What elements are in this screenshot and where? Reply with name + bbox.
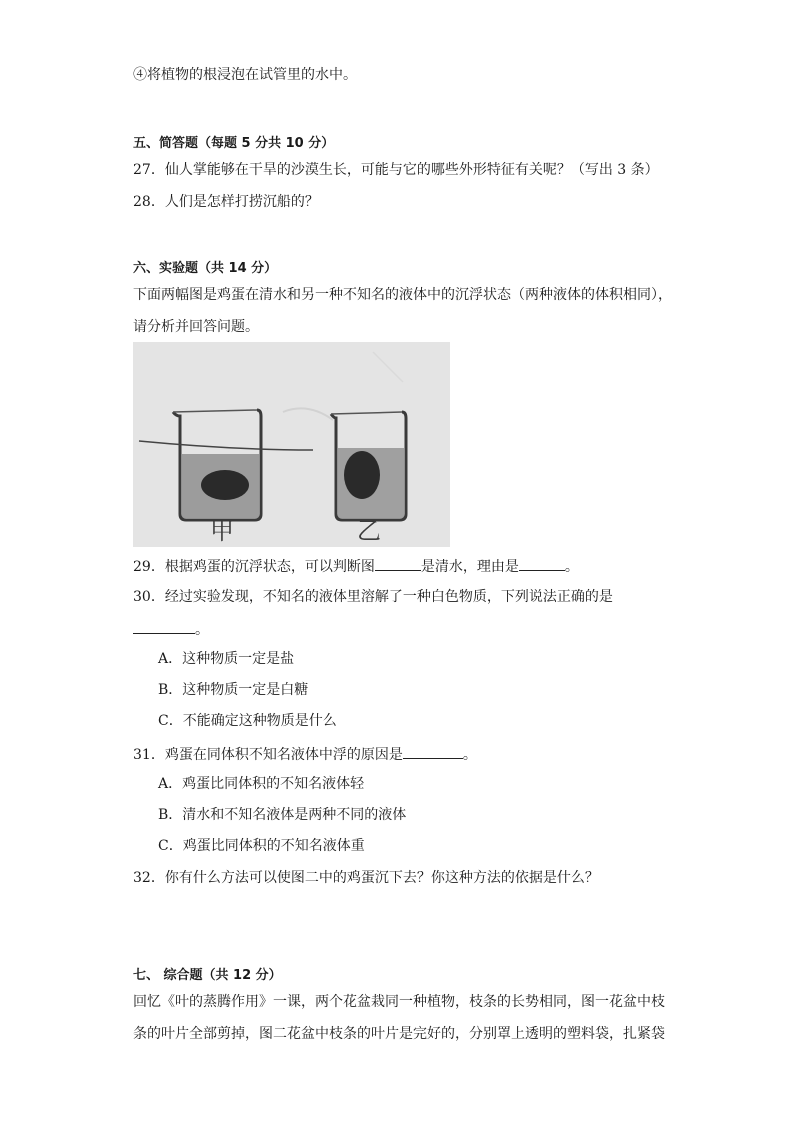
question-30: 30．经过实验发现，不知名的液体里溶解了一种白色物质，下列说法正确的是	[133, 589, 613, 605]
q30-option-c[interactable]: C．不能确定这种物质是什么	[158, 713, 337, 729]
question-29-part1: 29．根据鸡蛋的沉浮状态，可以判断图	[133, 559, 375, 575]
question-31	[133, 744, 477, 764]
question-30-end: 。	[195, 622, 209, 638]
section-6-intro-line2: 请分析并回答问题。	[133, 319, 259, 335]
beakers-photo	[133, 342, 450, 547]
question-31-part2: 。	[462, 747, 477, 763]
item-4-text: ④将植物的根浸泡在试管里的水中。	[133, 67, 357, 83]
q31-option-c[interactable]: C．鸡蛋比同体积的不知名液体重	[158, 838, 365, 854]
question-29-part2: 是清水，理由是	[420, 559, 519, 575]
question-30-answer-line	[133, 619, 209, 639]
section-6-intro-line1: 下面两幅图是鸡蛋在清水和另一种不知名的液体中的沉浮状态（两种液体的体积相同），	[133, 287, 672, 303]
answer-blank[interactable]	[375, 556, 421, 571]
answer-blank[interactable]	[519, 556, 565, 571]
section-5-heading: 五、简答题（每题 5 分共 10 分）	[133, 136, 335, 151]
label-left: 甲	[210, 517, 234, 545]
q31-option-a[interactable]: A．鸡蛋比同体积的不知名液体轻	[158, 776, 365, 792]
label-right: 乙	[357, 517, 381, 545]
answer-blank[interactable]	[403, 744, 463, 759]
question-29	[133, 556, 579, 576]
question-29-part3: 。	[564, 559, 579, 575]
q30-option-b[interactable]: B．这种物质一定是白糖	[158, 682, 309, 698]
question-31-part1: 31．鸡蛋在同体积不知名液体中浮的原因是	[133, 747, 403, 763]
section-7-paragraph-line1: 回忆《叶的蒸腾作用》一课，两个花盆栽同一种植物，枝条的长势相同，图一花盆中枝	[133, 994, 665, 1010]
section-7-paragraph-line2: 条的叶片全部剪掉，图二花盆中枝条的叶片是完好的，分别罩上透明的塑料袋，扎紧袋	[133, 1026, 665, 1042]
egg-floating	[201, 470, 249, 500]
q31-option-b[interactable]: B．清水和不知名液体是两种不同的液体	[158, 807, 407, 823]
answer-blank[interactable]	[133, 619, 195, 634]
egg-sunk	[344, 451, 380, 499]
question-27: 27．仙人掌能够在干旱的沙漠生长，可能与它的哪些外形特征有关呢？（写出 3 条）	[133, 162, 659, 178]
question-32: 32．你有什么方法可以使图二中的鸡蛋沉下去？你这种方法的依据是什么？	[133, 870, 599, 886]
q30-option-a[interactable]: A．这种物质一定是盐	[158, 651, 295, 667]
section-7-heading: 七、 综合题（共 12 分）	[133, 968, 282, 983]
question-28: 28．人们是怎样打捞沉船的？	[133, 194, 319, 210]
section-6-heading: 六、实验题（共 14 分）	[133, 261, 278, 276]
